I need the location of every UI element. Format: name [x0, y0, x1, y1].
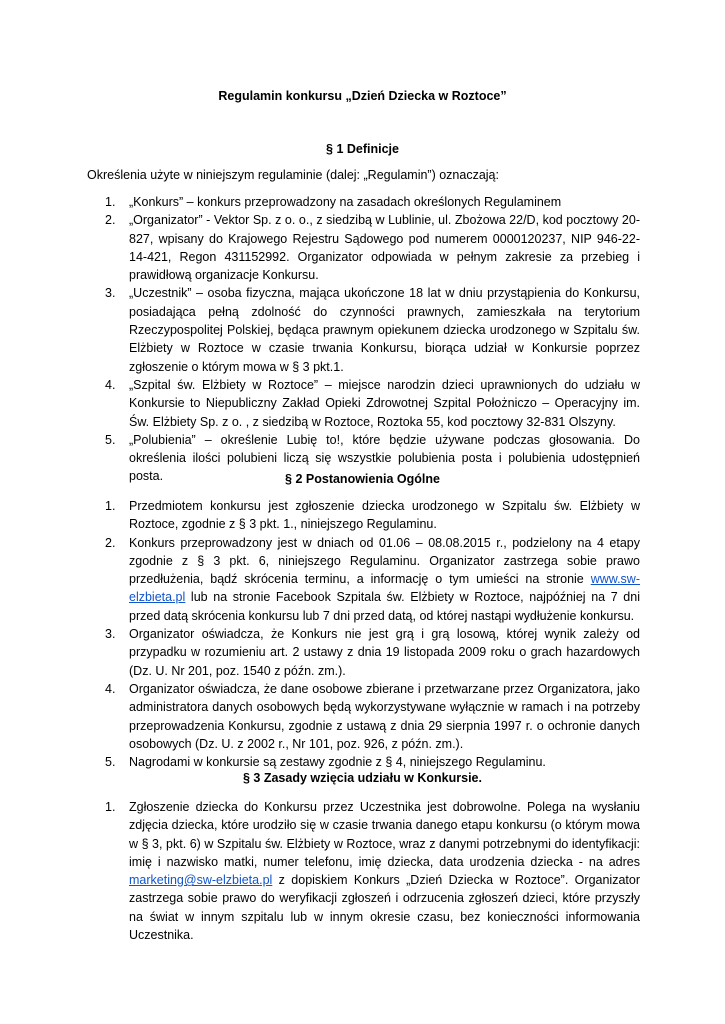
list-item: 4. „Szpital św. Elżbiety w Roztoce” – miejsce narodzin dzieci uprawnionych do udziału w Konkursie to Niepubliczny Zakład Opieki Zdrowotnej Szpital Położniczo – Operacyjny im. Św. Elżbiety Sp. z o. , z siedzibą w Roztoce, Roztoka 55, kod pocztowy 32-831 Olszyny. [105, 377, 640, 429]
section-1-list [85, 193, 640, 486]
document-title: Regulamin konkursu „Dzień Dziecka w Roztoce” [218, 89, 507, 103]
list-item: 1. Zgłoszenie dziecka do Konkursu przez Uczestnika jest dobrowolne. Polega na wysłaniu zdjęcia dziecka, które urodziło się w czasie trwania danego etapu konkursu (o którym mowa w § 3, pkt. 6) w Szpitalu św. Elżbiety w Roztoce, wraz z danymi potrzebnymi do identyfikacji: imię i nazwisko matki, numer telefonu, imię dziecka, data urodzenia dziecka - na adres marketing@sw-elzbieta.pl z dopiskiem Konkurs „Dzień Dziecka w Roztoce”. Organizator zastrzega sobie prawo do weryfikacji zgłoszeń i odrzucenia zgłoszeń dzieci, które przyszły na świat w innym szpitalu lub w innym okresie czasu, bez konieczności informowania Uczestnika. [105, 800, 640, 943]
section-3-heading: § 3 Zasady wzięcia udziału w Konkursie. [243, 771, 482, 785]
section-1-intro: Określenia użyte w niniejszym regulaminie (dalej: „Regulamin”) oznaczają: [87, 168, 499, 182]
section-2-list [85, 497, 640, 771]
section-1-heading: § 1 Definicje [326, 142, 399, 156]
list-item: 3. „Uczestnik” – osoba fizyczna, mająca ukończone 18 lat w dniu przystąpienia do Konkursu, posiadająca pełną zdolność do czynności prawnych, zamieszkała na terytorium Rzeczypospolitej Polskiej, będąca prawnym opiekunem dziecka urodzonego w Szpitalu św. Elżbiety w Roztoce w czasie trwania Konkursu, biorąca udział w Konkursie poprzez zgłoszenie o którym mowa w § 3 pkt.1. [105, 286, 640, 374]
section-3-list [85, 798, 640, 944]
email-link[interactable]: marketing@sw-elzbieta.pl [129, 873, 273, 888]
list-item: 5. „Polubienia” – określenie Lubię to!, które będzie używane podczas głosowania. Do określenia ilości polubieni liczą się wszystkie polubienia posta i polubienia udostępnień posta. [105, 432, 640, 484]
list-item: 3. Organizator oświadcza, że Konkurs nie jest grą i grą losową, której wynik zależy od przypadku w rozumieniu art. 2 ustawy z dnia 19 listopada 2009 roku o grach hazardowych (Dz. U. Nr 201, poz. 1540 z późn. zm.). [105, 627, 640, 678]
list-item: 4. Organizator oświadcza, że dane osobowe zbierane i przetwarzane przez Organizatora, jako administratora danych osobowych będą wykorzystywane wyłącznie w ramach i na potrzeby przeprowadzenia Konkursu, zgodnie z ustawą z dnia 29 sierpnia 1997 r. o ochronie danych osobowych (Dz. U. z 2002 r., Nr 101, poz. 926, z późn. zm.). [105, 681, 640, 751]
section-2-heading: § 2 Postanowienia Ogólne [285, 472, 440, 486]
list-item: 5. Nagrodami w konkursie są zestawy zgodnie z § 4, niniejszego Regulaminu. [105, 755, 546, 770]
list-item: 2. „Organizator” - Vektor Sp. z o. o., z siedzibą w Lublinie, ul. Zbożowa 22/D, kod pocztowy 20-827, wpisany do Krajowego Rejestru Sądowego pod numerem 0000120237, NIP 946-22-14-421, Regon 431152992. Organizator odpowiada w pełnym zakresie za przebieg i prawidłową organizacje Konkursu. [105, 213, 640, 283]
list-item: 1. „Konkurs” – konkurs przeprowadzony na zasadach określonych Regulaminem [105, 195, 562, 209]
list-item: 1. Przedmiotem konkursu jest zgłoszenie dziecka urodzonego w Szpitalu św. Elżbiety w Roztoce, zgodnie z § 3 pkt. 1., niniejszego Regulaminu. [105, 499, 640, 532]
website-link[interactable]: www.sw-elzbieta.pl [129, 572, 640, 605]
list-item: 2. Konkurs przeprowadzony jest w dniach od 01.06 – 08.08.2015 r., podzielony na 4 etapy zgodnie z § 3 pkt. 6, niniejszego Regulaminu. Organizator zastrzega sobie prawo przedłużenia, bądź skrócenia terminu, a informację o tym umieści na stronie www.sw-elzbieta.pl lub na stronie Facebook Szpitala św. Elżbiety w Roztoce, najpóźniej na 7 dni przed datą skrócenia konkursu lub 7 dni przed datą, od której nastąpi wydłużenie konkursu. [105, 535, 640, 623]
